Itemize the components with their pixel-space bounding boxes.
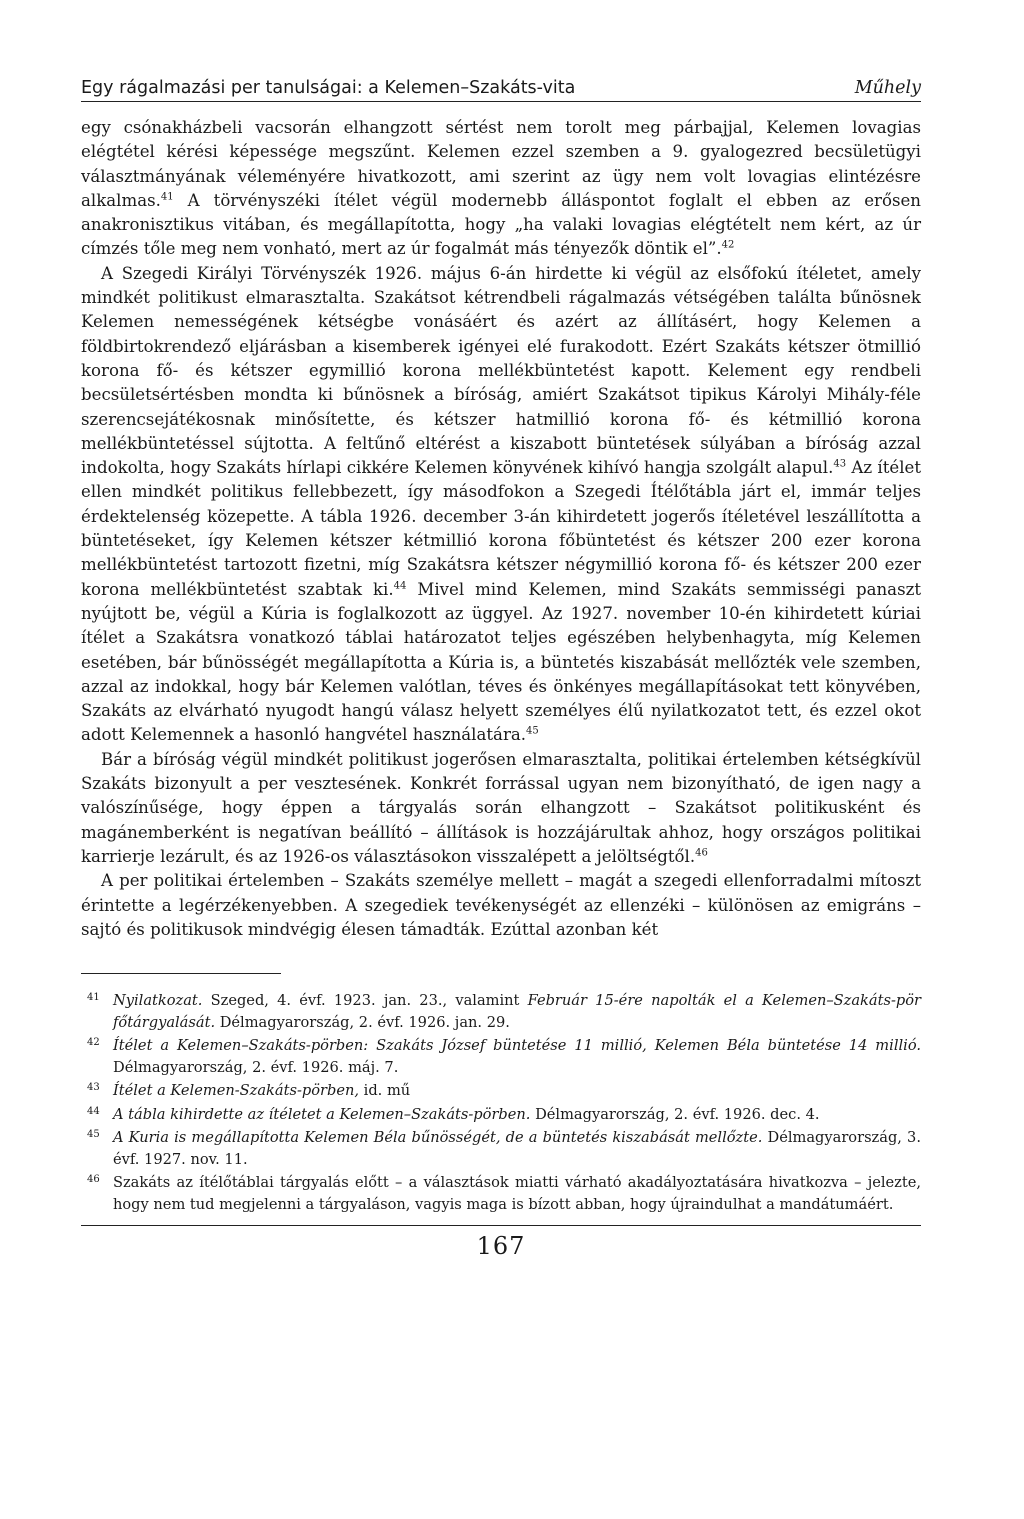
running-header <box>81 78 921 102</box>
footnote <box>81 1035 921 1078</box>
text-run: Délmagyarország, 2. évf. 1926. dec. 4. <box>530 1105 820 1123</box>
footnote-ref: 43 <box>833 458 847 470</box>
footnote-number: 42 <box>87 1037 100 1049</box>
footnote-number: 46 <box>87 1174 100 1186</box>
footnote <box>81 1172 921 1215</box>
text-run: Délmagyarország, 3. évf. 1927. nov. 11. <box>113 1129 921 1168</box>
page <box>81 78 921 1260</box>
paragraph <box>81 262 921 748</box>
footnote-number: 43 <box>87 1082 100 1094</box>
text-run: Szakáts az ítélőtáblai tárgyalás előtt – a választások miatti várható akadályoztatására hivatkozva – jelezte, hogy nem tud megjelenni a tárgyaláson, vagyis maga is bízott abban, hogy újraindulhat a mandátumáért. <box>113 1174 921 1213</box>
text-run: Délmagyarország, 2. évf. 1926. máj. 7. <box>113 1058 399 1076</box>
bottom-divider <box>81 1225 921 1226</box>
footnote <box>81 1080 921 1102</box>
italic-title: A tábla kihirdette az ítéletet a Kelemen–Szakáts-pörben. <box>113 1105 531 1123</box>
body-text <box>81 116 921 942</box>
paragraph <box>81 869 921 942</box>
text-run: Bár a bíróság végül mindkét politikust jogerősen elmarasztalta, politikai értelemben kétségkívül Szakáts bizonyult a per vesztesének. Konkrét forrással ugyan nem bizonyítható, de igen nagy a valószínűsége, hogy éppen a tárgyalás során elhangzott – Szakátsot politikusként és magánemberként is negatívan beállító – állítások is hozzájárultak ahhoz, hogy országos politikai karrierje lezárult, és az 1926-os választásokon visszalépett a jelöltségtől. <box>81 749 921 866</box>
footnote <box>81 1104 921 1126</box>
footnote-ref: 41 <box>160 191 174 203</box>
paragraph <box>81 116 921 262</box>
italic-title: A Kuria is megállapította Kelemen Béla bűnösségét, de a büntetés kiszabását mellőzte. <box>113 1129 763 1147</box>
footnote-ref: 42 <box>721 239 735 251</box>
footnote-ref: 46 <box>695 847 708 859</box>
footnote-number: 44 <box>87 1105 100 1117</box>
text-run: Szeged, 4. évf. 1923. jan. 23., valamint <box>202 992 528 1010</box>
italic-title: Február 15-ére napolták el a Kelemen–Szakáts-pör főtárgyalását. <box>113 992 921 1031</box>
footnotes <box>81 990 921 1215</box>
paragraph <box>81 748 921 869</box>
footnote <box>81 990 921 1033</box>
italic-title: Ítélet a Kelemen-Szakáts-pörben, <box>113 1082 360 1100</box>
italic-title: Nyilatkozat. <box>113 992 203 1010</box>
text-run: A per politikai értelemben – Szakáts személye mellett – magát a szegedi ellenforradalmi mítoszt érintette a legérzékenyebben. A szegediek tevékenységét az ellenzéki – különösen az emigráns – sajtó és politikusok mindvégig élesen támadták. Ezúttal azonban két <box>81 871 921 939</box>
text-run: Mivel mind Kelemen, mind Szakáts semmisségi panaszt nyújtott be, végül a Kúria is foglalkozott az üggyel. Az 1927. november 10-én kihirdetett kúriai ítélet a Szakátsra vonatkozó táblai határozatot teljes egészében helybenhagyta, míg Kelemen esetében, bár bűnösségét megállapította a Kúria is, a büntetés kiszabását mellőzték vele szemben, azzal az indokkal, hogy bár Kelemen valótlan, téves és önkényes megállapításokat tett könyvében, Szakáts az elvárható nyugodt hangú válasz helyett személyes élű nyilatkozatot tett, és ezzel okot adott Kelemennek a hasonló hangvétel használatára. <box>81 579 922 745</box>
text-run: egy csónakházbeli vacsorán elhangzott sértést nem torolt meg párbajjal, Kelemen lovagias elégtétel kérési képessége megszűnt. Kelemen ezzel szemben a 9. gyalogezred becsületügyi választmányának véleményére hivatkozott, ami szerint az ügy nem volt lovagias elintézésre alkalmas. <box>81 118 921 210</box>
text-run: Délmagyarország, 2. évf. 1926. jan. 29. <box>215 1013 510 1031</box>
text-run: A törvényszéki ítélet végül modernebb álláspontot foglalt el ebben az erősen anakronisztikus vitában, és megállapította, hogy „ha valaki lovagias elégtételt nem kért, az úr címzés tőle meg nem vonható, mert az úr fogalmát más tényezők döntik el”. <box>81 190 921 259</box>
footnote-number: 45 <box>87 1129 100 1141</box>
text-run: Az ítélet ellen mindkét politikus fellebbezett, így másodfokon a Szegedi Ítélőtábla járt el, immár teljes érdektelenség közepette. A tábla 1926. december 3-án kihirdetett jogerős ítéletével leszállította a büntetéseket, így Kelemen kétszer kétmillió korona főbüntetést és kétszer 200 ezer korona mellékbüntetést tartozott fizetni, míg Szakátsra kétszer négymillió korona fő- és kétszer 200 ezer korona mellékbüntetést szabtak ki. <box>81 458 921 599</box>
footnote-ref: 45 <box>526 725 539 737</box>
footnote-number: 41 <box>87 992 100 1004</box>
text-run: A Szegedi Királyi Törvényszék 1926. május 6-án hirdette ki végül az elsőfokú ítéletet, amely mindkét politikust elmarasztalta. Szakátsot kétrendbeli rágalmazás vétségében találta bűnösnek Kelemen nemességének kétségbe vonásáért és azért az állításért, hogy Kelemen a földbirtokrendező eljárásban a kisemberek igényei elé furakodott. Ezért Szakáts kétszer ötmillió korona fő- és kétszer egymillió korona mellékbüntetést kapott. Kelement egy rendbeli becsületsértésben mondta ki bűnösnek a bíróság, amiért Szakátsot tipikus Károlyi Mihály-féle szerencsejátékosnak minősítette, és kétszer hatmillió korona fő- és kétmillió korona mellékbüntetéssel sújtotta. A feltűnő eltérést a kiszabott büntetések súlyában a bíróság azzal indokolta, hogy Szakáts hírlapi cikkére Kelemen könyvének kihívó hangja szolgált alapul. <box>81 263 921 478</box>
footnote-ref: 44 <box>393 580 407 592</box>
text-run: id. mű <box>359 1082 411 1100</box>
section-label: Műhely <box>854 78 921 98</box>
page-number: 167 <box>476 1232 526 1261</box>
running-title: Egy rágalmazási per tanulságai: a Kelemen–Szakáts-vita <box>81 78 576 98</box>
italic-title: Ítélet a Kelemen–Szakáts-pörben: Szakáts József büntetése 11 millió, Kelemen Béla büntetése 14 millió. <box>113 1037 921 1055</box>
footnote <box>81 1127 921 1170</box>
footnote-divider <box>81 973 281 974</box>
